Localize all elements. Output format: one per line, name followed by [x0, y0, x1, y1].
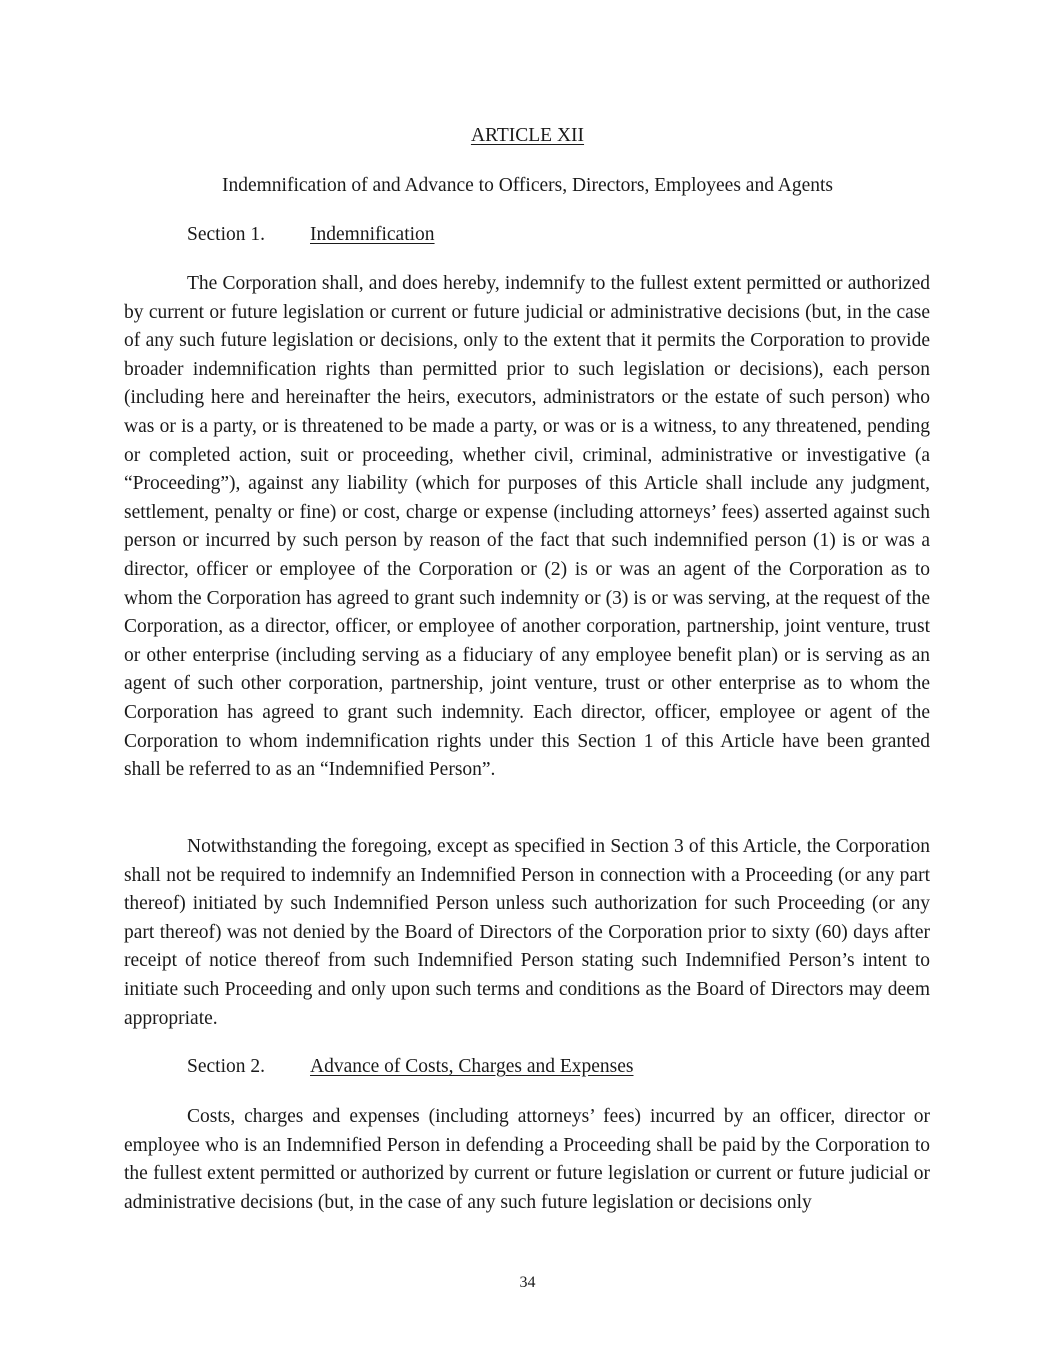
article-title — [0, 124, 1055, 148]
section-2-title: Advance of Costs, Charges and Expenses — [310, 1056, 634, 1077]
section-1-heading — [187, 223, 435, 247]
section-1-title: Indemnification — [310, 224, 435, 245]
article-subtitle: Indemnification of and Advance to Officers, Directors, Employees and Agents — [221, 175, 833, 196]
paragraph-advance-costs: Costs, charges and expenses (including attorneys’ fees) incurred by an officer, director or employee who is an Indemnified Person in defending a Proceeding shall be paid by the Corporation to the fullest extent permitted or authorized by current or future legislation or current or future judicial or administrative decisions (but, in the case of any such future legislation or decisions only — [124, 1106, 930, 1213]
paragraph-indemnification: The Corporation shall, and does hereby, indemnify to the fullest extent permitted or authorized by current or future legislation or current or future judicial or administrative decisions (but, in the case of any such future legislation or decisions, only to the extent that it permits the Corporation to provide broader indemnification rights than permitted prior to such legislation or decisions), each person (including here and hereinafter the heirs, executors, administrators or the estate of such person) who was or is a party, or is threatened to be made a party, or was or is a witness, to any threatened, pending or completed action, suit or proceeding, whether civil, criminal, administrative or investigative (a “Proceeding”), against any liability (which for purposes of this Article shall include any judgment, settlement, penalty or fine) or cost, charge or expense (including attorneys’ fees) asserted against such person or incurred by such person by reason of the fact that such indemnified person (1) is or was a director, officer or employee of the Corporation or (2) is or was an agent of the Corporation as to whom the Corporation has agreed to grant such indemnity or (3) is or was serving, at the request of the Corporation, as a director, officer, or employee of another corporation, partnership, joint venture, trust or other enterprise (including serving as a fiduciary of any employee benefit plan) or is serving as an agent of such other corporation, partnership, joint venture, trust or other enterprise as to whom the Corporation has agreed to grant such indemnity. Each director, officer, employee or agent of the Corporation to whom indemnification rights under this Section 1 of this Article have been granted shall be referred to as an “Indemnified Person”. — [124, 273, 930, 781]
paragraph-notwithstanding: Notwithstanding the foregoing, except as specified in Section 3 of this Article, the Corporation shall not be required to indemnify an Indemnified Person in connection with a Proceeding (or any part thereof) initiated by such Indemnified Person unless such authorization for such Proceeding (or any part thereof) was not denied by the Board of Directors of the Corporation prior to sixty (60) days after receipt of notice thereof from such Indemnified Person stating such Indemnified Person’s intent to initiate such Proceeding and only upon such terms and conditions as the Board of Directors may deem appropriate. — [124, 836, 930, 1029]
page-number: 34 — [519, 1274, 536, 1291]
section-1-number: Section 1. — [187, 224, 265, 245]
section-2-heading — [187, 1055, 634, 1079]
section-2-number: Section 2. — [187, 1056, 265, 1077]
article-title-text: ARTICLE XII — [470, 125, 585, 146]
